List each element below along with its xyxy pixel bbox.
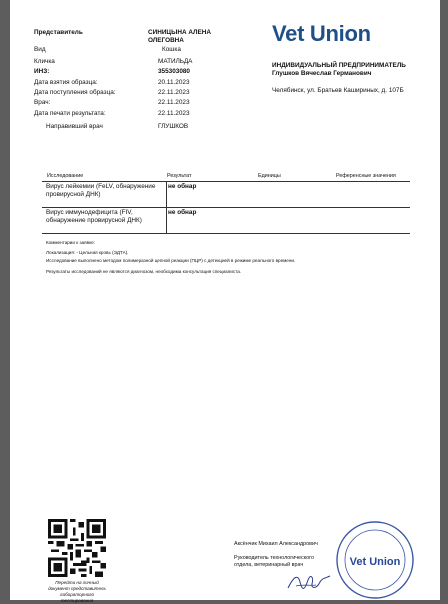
- inz-value: 355303080: [158, 68, 190, 75]
- pet-name-label: Кличка: [34, 58, 55, 65]
- sample-received-label: Дата поступления образца:: [34, 89, 116, 96]
- handwritten-signature: [286, 570, 332, 594]
- table-bottom-line: [42, 233, 410, 234]
- table-column-divider: [166, 181, 167, 233]
- signer-name: Аксёнчик Михаил Александрович: [234, 541, 318, 547]
- sample-taken-label: Дата взятия образца:: [34, 79, 98, 86]
- localization-note: Локализация: - Цельная кровь (ЭДТА).: [46, 250, 129, 255]
- table-header-line: [42, 181, 410, 182]
- clinic-name: ИНДИВИДУАЛЬНЫЙ ПРЕДПРИНИМАТЕЛЬ Глушков Вячеслав Германович: [272, 62, 406, 77]
- table-row-divider: [42, 207, 410, 208]
- inz-label: ИНЗ:: [34, 68, 50, 75]
- table-row-fiv-result: не обнар: [168, 209, 197, 216]
- clinic-stamp: [335, 520, 415, 600]
- stamp-text: Vet Union: [349, 556, 401, 568]
- referring-doctor-value: ГЛУШКОВ: [158, 123, 189, 130]
- referring-doctor-label: Направивший врач: [46, 123, 103, 130]
- col-header-units: Единицы: [258, 173, 281, 179]
- representative-value: СИНИЦЫНА АЛЕНА ОЛЕГОВНА: [148, 29, 212, 44]
- sample-received-value: 22.11.2023: [158, 89, 190, 96]
- disclaimer-note: Результаты исследований не являются диагнозом, необходима консультация специалиста.: [46, 269, 242, 274]
- doctor-label: Врач:: [34, 99, 51, 106]
- comments-label: Комментарии к заявке:: [46, 240, 95, 245]
- table-row-felv-test: Вирус лейкемии (FeLV, обнаружение провирусной ДНК): [46, 183, 156, 198]
- col-header-test: Исследование: [47, 173, 84, 179]
- col-header-reference: Референсные значения: [336, 173, 396, 179]
- table-row-felv-result: не обнар: [168, 183, 197, 190]
- doctor-value: 22.11.2023: [158, 99, 190, 106]
- sample-taken-value: 20.11.2023: [158, 79, 190, 86]
- clinic-address: Челябинск, ул. Братьев Кашириных, д. 107Б: [272, 87, 404, 94]
- species-value: Кошка: [162, 46, 181, 53]
- species-label: Вид: [34, 46, 46, 53]
- qr-code: [48, 519, 106, 577]
- print-date-value: 22.11.2023: [158, 110, 190, 117]
- signer-title: Руководитель технологического отдела, ветеринарный врач: [234, 555, 315, 568]
- pet-name-value: МАТИЛЬДА: [158, 58, 193, 65]
- lab-report-page: [10, 0, 440, 603]
- table-row-fiv-test: Вирус иммунодефицита (FIV, обнаружение провирусной ДНК): [46, 209, 142, 224]
- qr-caption: Перейти на личный документ представитель лабораторного тестирования: [48, 580, 106, 603]
- representative-label: Представитель: [34, 29, 83, 36]
- method-note: Исследование выполнено методом полимеразной цепной реакции (ПЦР) с детекцией в режиме реального времени.: [46, 258, 296, 263]
- vet-union-logo: Vet Union: [272, 21, 371, 46]
- col-header-result: Результат: [167, 173, 192, 179]
- print-date-label: Дата печати результата:: [34, 110, 106, 117]
